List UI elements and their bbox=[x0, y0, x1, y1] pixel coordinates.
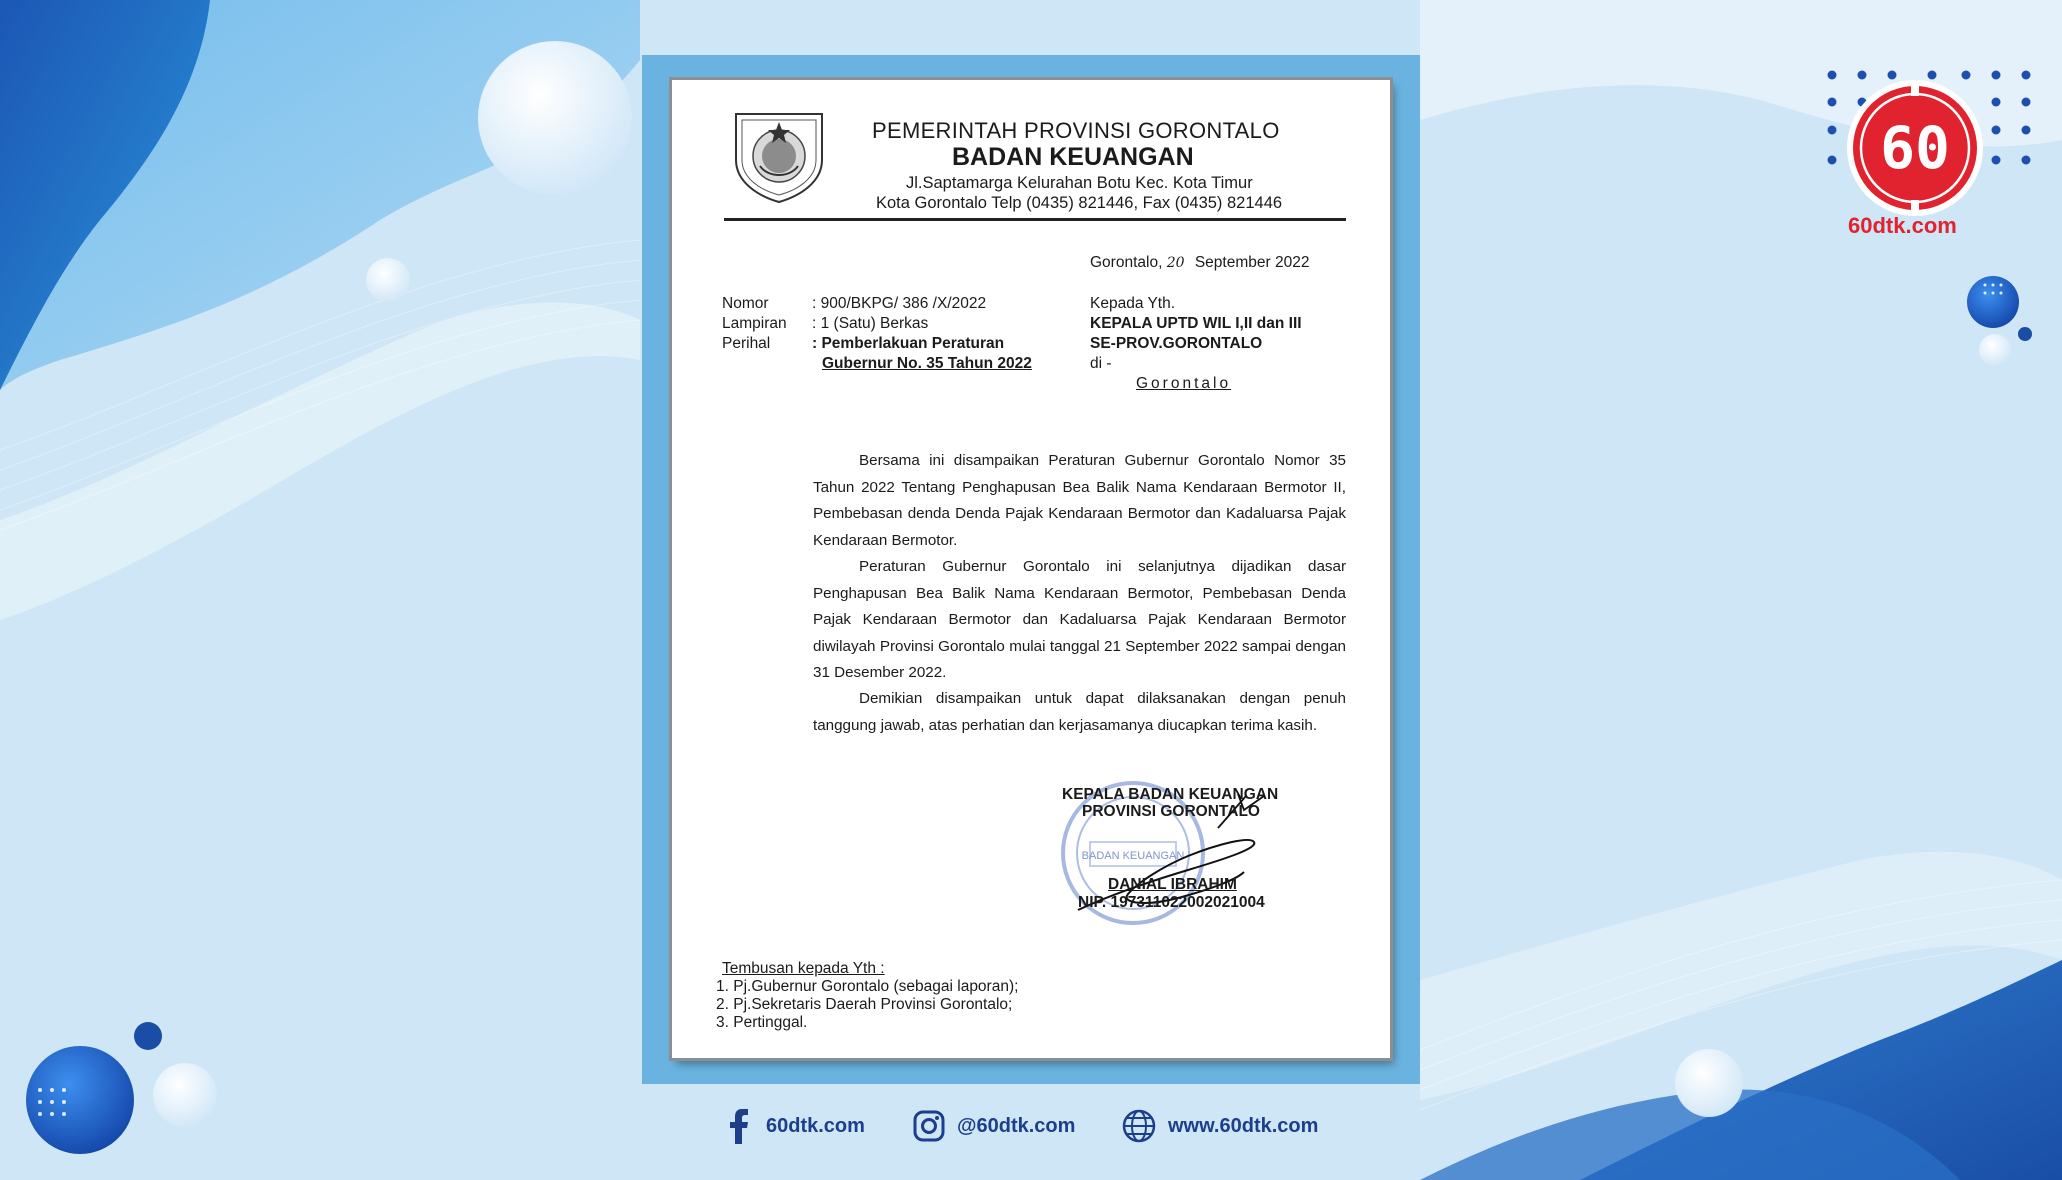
letterhead-department: BADAN KEUANGAN bbox=[952, 143, 1194, 171]
body-paragraph-2: Peraturan Gubernur Gorontalo ini selanjutnya dijadikan dasar Penghapusan Bea Balik Nama Kendaraan Bermotor, Pembebasan Denda Pajak Kendaraan Bermotor dan Kadaluarsa Pajak Kendaraan Bermotor diwilayah Provinsi Gorontalo mulai tanggal 21 September 2022 sampai dengan 31 Desember 2022. bbox=[813, 558, 1346, 681]
nomor-label: Nomor bbox=[722, 295, 769, 312]
letter-date bbox=[1090, 254, 1309, 272]
body-paragraph-3: Demikian disampaikan untuk dapat dilaksanakan dengan penuh tanggung jawab, atas perhatian dan kerjasamanya diucapkan terima kasih. bbox=[813, 690, 1346, 734]
cc-item: 3. Pertinggal. bbox=[716, 1014, 808, 1031]
letterhead-org: PEMERINTAH PROVINSI GORONTALO bbox=[872, 118, 1280, 143]
perihal-value-1: : Pemberlakuan Peraturan bbox=[812, 335, 1005, 352]
recipient-line-2: SE-PROV.GORONTALO bbox=[1090, 335, 1263, 352]
date-place: Gorontalo, bbox=[1090, 254, 1163, 271]
brand-logo-badge bbox=[1845, 78, 1985, 218]
letterhead-address-1: Jl.Saptamarga Kelurahan Botu Kec. Kota Timur bbox=[906, 174, 1253, 192]
instagram-icon bbox=[913, 1110, 945, 1142]
instagram-handle: @60dtk.com bbox=[957, 1114, 1076, 1137]
gorontalo-emblem-icon bbox=[730, 108, 828, 204]
brand-badge-number: 60 bbox=[1880, 114, 1950, 182]
signatory-name: DANIAL IBRAHIM bbox=[1108, 876, 1237, 893]
date-month-year: September 2022 bbox=[1194, 254, 1310, 271]
perihal-label: Perihal bbox=[722, 335, 771, 352]
footer-facebook[interactable] bbox=[724, 1108, 865, 1144]
signatory-nip: NIP. 197311022002021004 bbox=[1078, 894, 1265, 911]
facebook-icon bbox=[724, 1108, 754, 1144]
lampiran-label: Lampiran bbox=[722, 315, 787, 332]
letterhead-address-2: Kota Gorontalo Telp (0435) 821446, Fax (0435) 821446 bbox=[876, 194, 1283, 212]
footer-instagram[interactable] bbox=[913, 1108, 1075, 1144]
globe-icon bbox=[1122, 1109, 1156, 1143]
letterhead-divider bbox=[724, 218, 1346, 221]
letter-page bbox=[672, 80, 1390, 1058]
facebook-handle: 60dtk.com bbox=[766, 1114, 865, 1137]
recipient-line-3: di - bbox=[1090, 355, 1112, 372]
recipient-city: Gorontalo bbox=[1136, 375, 1232, 392]
footer-website[interactable] bbox=[1122, 1108, 1318, 1144]
cc-item: 2. Pj.Sekretaris Daerah Provinsi Gorontalo; bbox=[716, 996, 1013, 1013]
signature-title-2: PROVINSI GORONTALO bbox=[1082, 803, 1260, 820]
cc-heading: Tembusan kepada Yth : bbox=[722, 960, 885, 977]
brand-site-name: 60dtk.com bbox=[1848, 213, 1957, 238]
date-day: 20 bbox=[1166, 255, 1185, 271]
body-paragraph-1: Bersama ini disampaikan Peraturan Gubernur Gorontalo Nomor 35 Tahun 2022 Tentang Penghapusan Bea Balik Nama Kendaraan Bermotor II, Pembebasan denda Denda Pajak Kendaraan Bermotor dan Kadaluarsa Pajak Kendaraan Bermotor. bbox=[813, 452, 1346, 549]
nomor-value: : 900/BKPG/ 386 /X/2022 bbox=[812, 295, 987, 312]
recipient-greeting: Kepada Yth. bbox=[1090, 295, 1176, 312]
stamp-text: BADAN KEUANGAN bbox=[1081, 850, 1185, 862]
lampiran-value: : 1 (Satu) Berkas bbox=[812, 315, 929, 332]
perihal-value-2: Gubernur No. 35 Tahun 2022 bbox=[822, 355, 1032, 372]
cc-item: 1. Pj.Gubernur Gorontalo (sebagai laporan); bbox=[716, 978, 1019, 995]
signature-title-1: KEPALA BADAN KEUANGAN bbox=[1062, 786, 1279, 803]
recipient-line-1: KEPALA UPTD WIL I,II dan III bbox=[1090, 315, 1302, 332]
website-url: www.60dtk.com bbox=[1168, 1114, 1319, 1137]
